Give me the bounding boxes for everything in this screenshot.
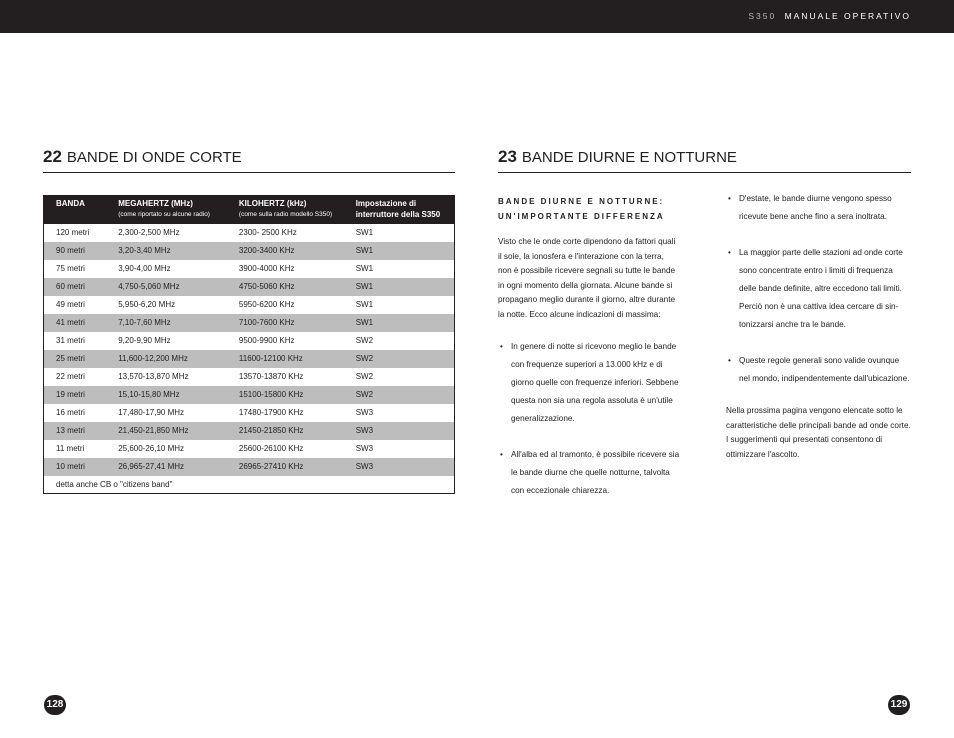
table-header-row [44,196,455,224]
table-cell: SW1 [343,242,455,260]
bullet-line: con frequenze superiori a 13.000 kHz e di [511,360,663,369]
table-cell: 60 metri [44,278,106,296]
section-22-heading [43,147,242,169]
bullet-item [498,338,679,428]
bullet-icon: • [728,248,731,257]
bullet-line: All'alba ed al tramonto, è possibile ricevere sia [511,450,680,459]
table-cell: 10 metri [44,458,106,476]
text-line: propagano meglio durante il giorno, altre durante [498,295,676,304]
header-megahertz: MEGAHERTZ (MHz) (come riportato su alcune radio) [105,196,226,224]
table-cell: 11 metri [56,444,85,453]
table-cell: 2300- 2500 KHz [238,228,297,237]
table-cell: 3,20-3,40 MHz [105,242,226,260]
table-cell: 13570-13870 KHz [238,372,304,381]
closing-paragraph [726,404,911,462]
text-line: Visto che le onde corte dipendono da fattori quali [498,237,676,246]
bullet-line: sono concentrate entro i limiti di frequenza [739,266,893,275]
table-row [44,350,455,368]
table-cell: 26965-27410 KHz [226,458,343,476]
text-line: ottimizzare l'ascolto. [726,449,800,459]
bullet-line: D'estate, le bande diurne vengono spesso [739,194,892,203]
table-cell: 3900-4000 KHz [238,264,295,273]
header-band: BANDA [44,196,106,224]
table-row [44,458,455,476]
table-cell: 15100-15800 KHz [226,386,343,404]
table-cell: 4750-5060 KHz [226,278,343,296]
intro-paragraph [498,235,675,322]
bullet-line: La maggior parte delle stazioni ad onde corte [739,248,903,257]
table-footnote: detta anche CB o "citizens band" [56,479,173,489]
section-22-rule [43,172,455,173]
bullet-line: con eccezionale chiarezza. [511,486,610,495]
section-23-rule [498,172,911,173]
header-switch-setting: Impostazione di interruttore della S350 [343,196,455,224]
bullet-item [726,352,909,388]
text-line: Nella prossima pagina vengono elencate sotto le [726,406,903,415]
table-cell: SW1 [355,228,374,237]
table-cell: 2,300-2,500 MHz [118,228,180,237]
table-cell: 19 metri [44,386,106,404]
table-cell: 7100-7600 KHz [226,314,343,332]
table-cell: 21450-21850 KHz [226,422,343,440]
shortwave-bands-table [43,195,455,494]
table-cell: 5950-6200 KHz [238,300,295,309]
table-footnote-row [44,476,455,494]
section-23-heading [498,147,737,169]
table-cell: SW1 [355,300,374,309]
bullet-icon: • [728,356,731,365]
table-cell: 5,950-6,20 MHz [118,300,176,309]
table-cell: 17,480-17,90 MHz [118,408,185,417]
table-row [44,332,455,350]
bullet-icon: • [728,194,731,203]
table-cell: 31 metri [56,336,85,345]
page-number-left: 128 [44,695,66,715]
section-title: BANDE DIURNE E NOTTURNE [521,149,737,166]
table-cell: 26,965-27,41 MHz [105,458,226,476]
bullet-line: ricevute bene anche fino a sera inoltrata. [739,212,887,221]
table-row [44,224,455,242]
table-cell: 13 metri [44,422,106,440]
table-cell: SW1 [343,314,455,332]
table-row [44,314,455,332]
bullet-item [726,244,903,334]
text-line: I suggerimenti qui presentati consentono di [726,435,883,444]
bullet-icon: • [500,450,503,459]
table-cell: 15,10-15,80 MHz [105,386,226,404]
table-row [44,368,455,386]
header-bar [0,0,954,33]
table-cell: SW2 [355,336,374,345]
bullet-icon: • [500,342,503,351]
table-cell: SW3 [355,444,374,453]
table-cell: 4,750-5,060 MHz [105,278,226,296]
table-cell: 9,20-9,90 MHz [118,336,171,345]
table-cell: SW3 [343,458,455,476]
bullet-line: generalizzazione. [511,414,575,423]
table-row [44,260,455,278]
table-cell: SW2 [343,386,455,404]
bullet-line: Perciò non è una cattiva idea cercare di sin- [739,302,899,311]
bullet-line: In genere di notte si ricevono meglio le bande [511,342,677,351]
table-cell: 7,10-7,60 MHz [105,314,226,332]
manual-title: MANUALE OPERATIVO [784,11,911,21]
bullet-item [498,446,679,500]
bullet-line: giorno quelle con frequenze inferiori. Sebbene [511,378,679,387]
bullet-line: Queste regole generali sono valide ovunque [739,356,900,365]
bullet-line: delle bande definite, altre eccedono tali limiti. [739,284,902,293]
table-cell: 120 metri [56,228,90,237]
running-header [748,11,911,21]
table-cell: SW1 [343,278,455,296]
header-kilohertz: KILOHERTZ (kHz) (come sulla radio modello S350) [226,196,343,224]
table-row [44,440,455,458]
text-line: in ogni momento della giornata. Alcune bande si [498,280,673,290]
section-title: BANDE DI ONDE CORTE [66,149,242,166]
bullet-line: nel mondo, indipendentemente dall'ubicazione. [739,374,910,383]
page-number-right: 129 [888,695,910,715]
table-row [44,404,455,422]
table-cell: 90 metri [44,242,106,260]
text-line: la notte. Ecco alcune indicazioni di massima: [498,309,661,319]
table-cell: 11,600-12,200 MHz [105,350,226,368]
text-line: caratteristiche delle principali bande ad onde corte. [726,420,911,430]
table-row [44,278,455,296]
bullet-item [726,190,892,226]
section-number: 23 [498,147,517,166]
text-line: il sole, la ionosfera e l'interazione con la terra, [498,251,664,261]
table-cell: 21,450-21,850 MHz [105,422,226,440]
model-name: S350 [748,11,777,21]
table-cell: 17480-17900 KHz [238,408,304,417]
table-cell: SW2 [355,372,374,381]
table-cell: 13,570-13,870 MHz [118,372,189,381]
table-cell: 3200-3400 KHz [226,242,343,260]
table-cell: 25,600-26,10 MHz [118,444,185,453]
table-cell: SW3 [355,408,374,417]
bullet-line: le bande diurne che quelle notturne, talvolta [511,468,670,477]
table-row [44,242,455,260]
table-cell: SW1 [355,264,374,273]
table-cell: 25600-26100 KHz [238,444,304,453]
section-number: 22 [43,147,62,166]
table-cell: SW2 [343,350,455,368]
table-cell: 22 metri [56,372,85,381]
table-row [44,422,455,440]
table-cell: SW3 [343,422,455,440]
text-line: non è possibile ricevere segnali su tutte le bande [498,266,676,275]
table-cell: 3,90-4,00 MHz [118,264,171,273]
table-cell: 75 metri [56,264,85,273]
table-cell: 41 metri [44,314,106,332]
table-row [44,386,455,404]
table-cell: 11600-12100 KHz [226,350,343,368]
subheading: BANDE DIURNE E NOTTURNE: UN'IMPORTANTE DIFFERENZA [498,197,665,221]
bullet-line: tonizzarsi anche tra le bande. [739,320,846,329]
table-row [44,296,455,314]
table-cell: 9500-9900 KHz [238,336,295,345]
bullet-line: questa non sia una regola assoluta è un'utile [511,396,673,405]
table-cell: 25 metri [44,350,106,368]
table-cell: 16 metri [56,408,85,417]
table-cell: 49 metri [56,300,85,309]
